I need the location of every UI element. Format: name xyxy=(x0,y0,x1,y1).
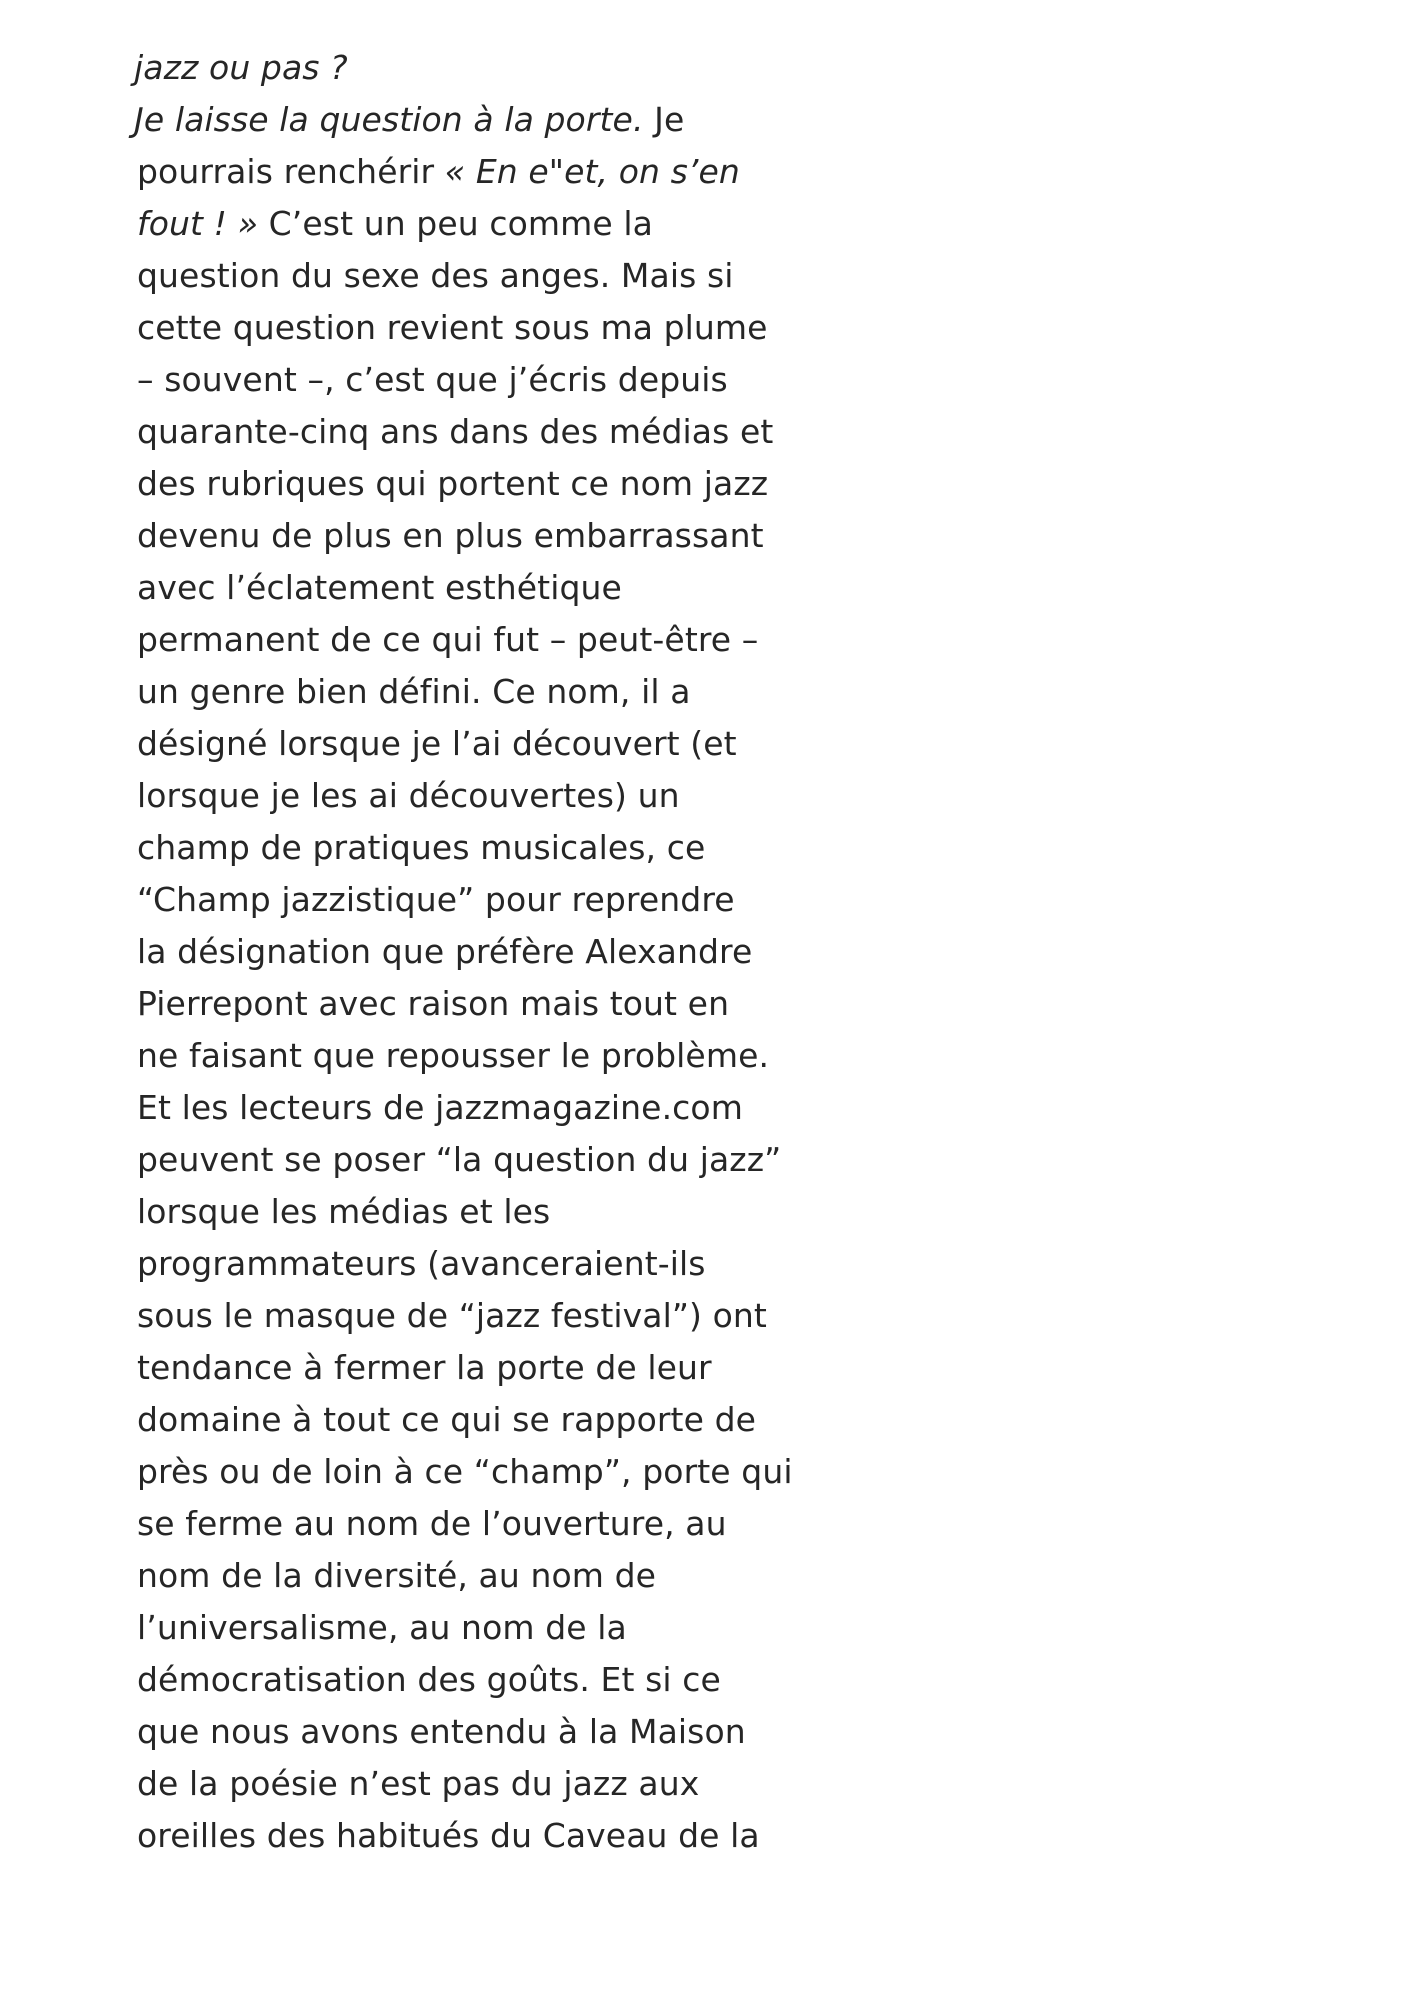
body-text: désigné lorsque je l’ai découvert (et xyxy=(137,724,737,763)
text-line xyxy=(134,94,814,146)
text-line xyxy=(134,1602,814,1654)
text-line xyxy=(134,1654,814,1706)
body-text: nom de la diversité, au nom de xyxy=(137,1556,657,1595)
body-text: lorsque les médias et les xyxy=(137,1192,551,1231)
italic-text: « En e"et, on s’en xyxy=(444,152,740,191)
text-line xyxy=(134,1186,814,1238)
text-line xyxy=(134,198,814,250)
body-text: C’est un peu comme la xyxy=(258,204,653,243)
text-line xyxy=(134,666,814,718)
body-text: permanent de ce qui fut – peut-être – xyxy=(137,620,759,659)
text-line xyxy=(134,1134,814,1186)
text-line xyxy=(134,354,814,406)
text-line xyxy=(134,822,814,874)
text-line xyxy=(134,614,814,666)
article-text xyxy=(134,42,814,1862)
body-text: de la poésie n’est pas du jazz aux xyxy=(137,1764,700,1803)
text-line xyxy=(134,1394,814,1446)
body-text: “Champ jazzistique” pour reprendre xyxy=(137,880,735,919)
text-line xyxy=(134,458,814,510)
body-text: programmateurs (avanceraient-ils xyxy=(137,1244,706,1283)
text-line xyxy=(134,1342,814,1394)
body-text: Pierrepont avec raison mais tout en xyxy=(137,984,730,1023)
text-line xyxy=(134,1082,814,1134)
body-text: champ de pratiques musicales, ce xyxy=(137,828,706,867)
body-text: peuvent se poser “la question du jazz” xyxy=(137,1140,782,1179)
body-text: quarante-cinq ans dans des médias et xyxy=(137,412,774,451)
text-line xyxy=(134,42,814,94)
italic-text: jazz ou pas ? xyxy=(134,48,348,87)
text-line xyxy=(134,1550,814,1602)
text-line xyxy=(134,406,814,458)
text-line xyxy=(134,770,814,822)
body-text: – souvent –, c’est que j’écris depuis xyxy=(137,360,728,399)
text-line xyxy=(134,718,814,770)
body-text: avec l’éclatement esthétique xyxy=(137,568,622,607)
text-line xyxy=(134,562,814,614)
text-line xyxy=(134,1810,814,1862)
body-text: près ou de loin à ce “champ”, porte qui xyxy=(137,1452,793,1491)
body-text: cette question revient sous ma plume xyxy=(137,308,768,347)
text-line xyxy=(134,926,814,978)
text-line xyxy=(134,1758,814,1810)
text-line xyxy=(134,1446,814,1498)
body-text: devenu de plus en plus embarrassant xyxy=(137,516,764,555)
body-text: question du sexe des anges. Mais si xyxy=(137,256,734,295)
body-text: se ferme au nom de l’ouverture, au xyxy=(137,1504,727,1543)
text-line xyxy=(134,978,814,1030)
text-line xyxy=(134,1498,814,1550)
body-text: lorsque je les ai découvertes) un xyxy=(137,776,680,815)
text-line xyxy=(134,1238,814,1290)
italic-text: Je laisse la question à la porte. xyxy=(134,100,655,139)
text-line xyxy=(134,302,814,354)
body-text: démocratisation des goûts. Et si ce xyxy=(137,1660,721,1699)
body-text: tendance à fermer la porte de leur xyxy=(137,1348,712,1387)
text-line xyxy=(134,1030,814,1082)
body-text: pourrais renchérir xyxy=(137,152,445,191)
text-line xyxy=(134,874,814,926)
text-line xyxy=(134,146,814,198)
text-line xyxy=(134,1290,814,1342)
body-text: Et les lecteurs de jazzmagazine.com xyxy=(137,1088,743,1127)
body-text: oreilles des habitués du Caveau de la xyxy=(137,1816,760,1855)
body-text: ne faisant que repousser le problème. xyxy=(137,1036,770,1075)
body-text: un genre bien défini. Ce nom, il a xyxy=(137,672,691,711)
body-text: sous le masque de “jazz festival”) ont xyxy=(137,1296,767,1335)
body-text: des rubriques qui portent ce nom jazz xyxy=(137,464,769,503)
body-text: la désignation que préfère Alexandre xyxy=(137,932,753,971)
body-text: que nous avons entendu à la Maison xyxy=(137,1712,746,1751)
text-line xyxy=(134,510,814,562)
body-text: domaine à tout ce qui se rapporte de xyxy=(137,1400,757,1439)
body-text: Je xyxy=(654,100,685,139)
text-line xyxy=(134,250,814,302)
body-text: l’universalisme, au nom de la xyxy=(137,1608,627,1647)
italic-text: fout ! » xyxy=(137,204,259,243)
text-line xyxy=(134,1706,814,1758)
